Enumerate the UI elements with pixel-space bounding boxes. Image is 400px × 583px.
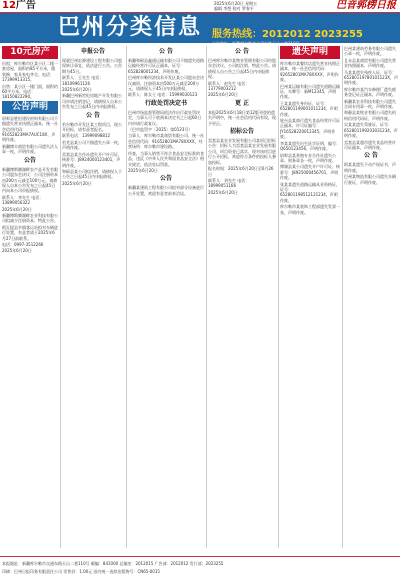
list-item: 新疆某农业科技有限公司遗失合同专用章一枚，声明作废。 — [344, 98, 396, 110]
classified-banner — [0, 13, 400, 46]
banner-address: 广告地址：新疆库尔勒市交通东路天山二巷110号 — [212, 41, 300, 46]
column-5 — [280, 46, 340, 548]
list-item: 新疆博丰商贸有限公司遗失法人章一枚，声明作废。 — [2, 143, 58, 155]
section-heading: 公 告 — [85, 111, 101, 119]
list-item: 巴州某建筑劳务有限公司遗失公章一枚，声明作废。 — [344, 46, 396, 57]
section-heading: 招标公告 — [229, 128, 254, 136]
list-item: 巴州市场监督管理局依法作出行政处罚决定，当事人可于收到本决定书之日起60日内申请行政复议。 — [128, 109, 202, 126]
list-item: 王某某遗失身份证，证号：652801199001011234，声明作废。 — [280, 100, 338, 117]
list-item: 2025年6月20日 — [128, 167, 158, 173]
list-item: 库尔勒市某餐饮店遗失营业执照正副本，统一社会信用代码：92652801MA78XXXX，声明作废。 — [280, 61, 340, 83]
list-item: 巴州库尔勒经济技术开发区某公司股东会决议减资，注册资本由500万元减至200万元，请债权人于45日内申报债权。 — [128, 75, 204, 92]
list-item: 库尔勒市某汽车修理厂遗失税务登记证正副本，声明作废。 — [344, 86, 396, 98]
list-item: 2025年6月20日 — [62, 180, 92, 186]
list-item: 阿瓦提县乡镇客运站拟对车辆进行处置，有意者请于2025年6月27日前联系。 — [2, 224, 58, 241]
list-item: 且末县某商贸有限公司遗失营业执照副本，声明作废。 — [344, 57, 396, 69]
section-heading: 行政处罚决定书 — [144, 99, 187, 107]
column-2 — [62, 46, 124, 548]
divider — [126, 46, 127, 548]
list-item: 现就巴州宏源建设工程有限公司股权转让事宜，依法进行公告。公告期为45日。 — [62, 58, 122, 74]
column-1 — [2, 46, 58, 548]
list-item: 巴州某物流有限公司遗失车辆行驶证，声明作废。 — [344, 174, 396, 185]
column-4 — [208, 46, 276, 548]
list-item: 焉耆县某超市遗失食品经营许可证副本，声明作废。 — [344, 139, 396, 150]
list-item: 巴州某运输有限公司遗失道路运输证，车牌号：新M12345，声明作废。 — [280, 83, 340, 100]
list-item: 尉犁县胜恒建设材料有限公司不慎遗失营业执照正副本，统一社会信用代码：91652823MA7AUC18X，声明作废。 — [2, 115, 58, 143]
newspaper-logo: 巴音郭楞日报 — [336, 0, 396, 11]
tag-real-estate: 10元房产 — [2, 46, 58, 59]
list-item: 李某某遗失出生医学证明，编号：Q650123456，声明作废。 — [280, 140, 340, 152]
divider — [342, 46, 343, 548]
section-heading: 更 正 — [234, 99, 250, 107]
list-item: 电话：0997-3512266 — [2, 241, 44, 247]
page-number: 12广告 — [2, 0, 36, 11]
list-item: 报名时间：2025年6月20日至6月26日 — [208, 166, 274, 177]
footer-line-2: 印刷：巴州日报印务有限责任公司 零售价：1.00元 国内统一连续出版物号：CN65-0015 — [2, 569, 160, 574]
list-item: 2025年6月20日 — [2, 206, 32, 212]
list-item: 联系人：陈女士 电话：15999030123 — [128, 92, 198, 98]
list-item: 博湖县某公司遗失开户许可证，核准号：J8925000456701，声明作废。 — [280, 164, 340, 181]
list-item: 新疆巴州新世纪房地产开发有限公司申请注销登记，请债权人自本公告发布之日起45日内申报债权。 — [62, 93, 122, 110]
page-footer — [0, 556, 400, 583]
list-item: 新疆博斯腾湖畔农业科技有限公司拟减少注册资本，特此公告。 — [2, 212, 58, 224]
section-heading: 公告 — [159, 175, 172, 183]
section-heading: 公 告 — [158, 48, 174, 55]
list-item: 库尔勒市某装饰工程部遗失发票一张，声明作废。 — [280, 204, 340, 215]
banner-title: 巴州分类信息 — [58, 15, 203, 40]
section-heading: 公 告 — [234, 48, 250, 55]
list-item: 联系人：赵先生 电话：13779003212 — [208, 80, 250, 92]
list-item: 2025年6月20日 — [208, 92, 238, 98]
list-item: 2025年6月20日 — [208, 189, 238, 195]
divider — [278, 46, 279, 548]
list-item: 新疆和硕县鑫通运输有限公司不慎遗失道路运输经营许可证正副本，证号：652828001234，声明作废。 — [128, 58, 204, 74]
list-item: 阿某某遗失不动产权证书，声明作废。 — [344, 162, 396, 173]
footer-line-1: 本报地址：新疆库尔勒市交通东路天山二巷110号 邮编：841000 总编室：2012015 广告部：2012012 发行部：2023255 — [2, 561, 224, 566]
divider — [60, 46, 61, 548]
column-3 — [128, 46, 204, 548]
list-item: 联系电话：13999098812 — [62, 133, 110, 139]
date-line: 2025年6月20日 星期五 编辑 李想 校对 罗春平 — [214, 1, 258, 11]
list-item: （巴市监罚字〔2025〕第0123号） — [128, 127, 193, 133]
list-item: 联系人：刘先生 电话：18999051166 — [208, 177, 250, 189]
list-item: 吴某某遗失驾驶证，证号：652801199203031234，声明作废。 — [344, 122, 398, 139]
section-label: 广告 — [15, 0, 36, 11]
list-item: 本报2025年6月18日第12版刊登的遗失声明中，统一社会信用代码有误，现予更正。 — [208, 109, 276, 126]
list-item: 和硕县某公司拟注销，请债权人于公告之日起45日内申报债权。 — [62, 168, 122, 180]
section-heading: 申报公告 — [80, 48, 105, 55]
column-6 — [344, 46, 398, 548]
list-item: 巴州库尔勒市某物业管理有限公司经股东会决议，公司拟注销，特此公告。请债权人自公告之日起45日内申报债权。 — [208, 58, 276, 80]
list-item: 新疆某建筑工程有限公司拟对部分设备进行公开处置，欢迎有意者前来洽谈。 — [128, 185, 204, 196]
list-item: 焉耆县某合作社遗失开户许可证，核准号：J8924000123401，声明作废。 — [62, 151, 122, 168]
list-item: 轮台县某商行遗失食品经营许可证正副本，许可证编号：JY16528220012345，声明作废。 — [280, 118, 340, 140]
divider — [206, 46, 207, 548]
list-item: 经查，当事人销售不符合食品安全标准的食品，违反《中华人民共和国食品安全法》相关规定，依法处以罚款。 — [128, 150, 204, 167]
tag-lost-notice: 遗失声明 — [280, 46, 340, 59]
page-header — [0, 0, 400, 13]
list-item: 当事人：库尔勒市某商贸有限公司，统一社会信用代码：91652801MA78XXXX，经营场所：库尔勒市建设路。 — [128, 133, 204, 150]
list-item: 焉耆县某农业发展有限公司某项目招标公告：招标人为焉耆县某农业发展有限公司，项目资金已落实，现对该项目进行公开招标，欢迎符合条件的投标人参加投标。 — [208, 138, 276, 165]
list-item: 尉犁县某养殖专业合作社遗失公章、财务章各一枚，声明作废。 — [280, 152, 336, 163]
section-heading: 公 告 — [363, 152, 379, 160]
list-item: 出售：某小区一楼门面，面积约60平方米。电话：18150822290。 — [2, 83, 58, 100]
list-item: 新疆博斯腾湖畔农产品开发有限公司股东会决议：公司注册资本由200万元减至100万元。请债权人自本公告发布之日起45日内向本公司申报债权。 — [2, 166, 58, 194]
list-item: 出租：库尔勒市区某小区二楼一套房屋，面积约85平方米，精装修，家具家电齐全。电话：17399913315。 — [2, 61, 58, 83]
list-item: 若尔勒市开发区某工程项目，现公开招标，请有意者报名。 — [62, 121, 122, 133]
list-item: 2025年6月20日 — [62, 87, 92, 93]
tag-notices: 公告声明 — [2, 101, 58, 114]
list-item: 张某某遗失道路运输从业资格证，证号：652801198512121234，声明作废。 — [280, 181, 340, 203]
list-item: 2025年6月20日 — [2, 248, 32, 254]
list-item: 若羌县某公司不慎遗失公章一枚，声明作废。 — [62, 139, 122, 151]
list-item: 联系人：王先生 电话：18109961126 — [62, 75, 104, 86]
list-item: 马某某遗失残疾人证，证号：65280119780101123X，声明作废。 — [344, 69, 398, 86]
section-heading: 公告 — [23, 156, 36, 164]
list-item: 和静县某牧业有限公司遗失机构信用代码证，声明作废。 — [344, 110, 396, 121]
list-item: 联系人：李先生 电话：13899056322 — [2, 194, 44, 206]
hotline: 服务热线：2012012 2023255 — [212, 29, 363, 40]
